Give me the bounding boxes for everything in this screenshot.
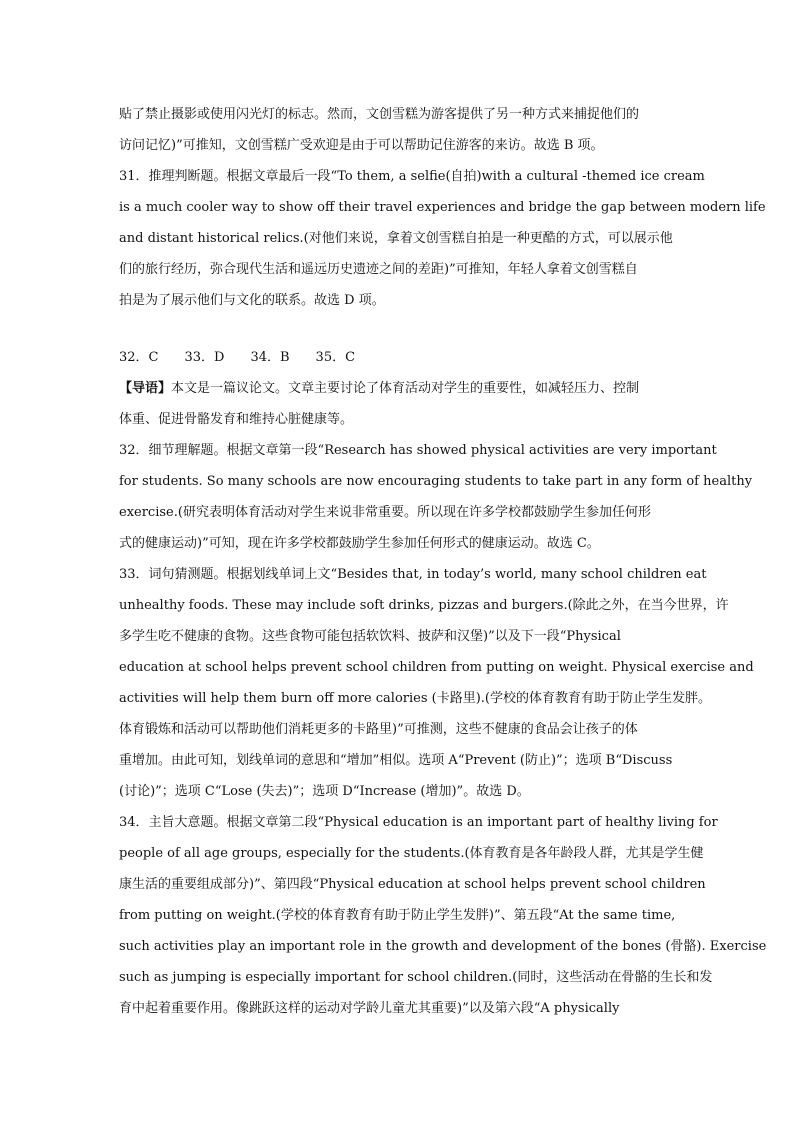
text-line: activities will help them burn off more calories (卡路里).(学校的体育教育有助于防止学生发胖。: [119, 691, 711, 706]
guide-line: [119, 373, 687, 404]
text-line: 贴了禁止摄影或使用闪光灯的标志。然而，文创雪糕为游客提供了另一种方式来捕捉他们的: [119, 107, 640, 122]
text-line: and distant historical relics.(对他们来说，拿着文创雪糕自拍是一种更酷的方式，可以展示他: [119, 231, 673, 246]
paragraph-gap: [119, 316, 687, 342]
text-line: unhealthy foods. These may include soft drinks, pizzas and burgers.(除此之外，在当今世界，许: [119, 598, 729, 613]
text-line: 33．词句猜测题。根据划线单词上文“Besides that, in today’s world, many school children eat: [119, 567, 707, 582]
text-line: for students. So many schools are now encouraging students to take part in any form of healthy: [119, 474, 753, 489]
text-line: 康生活的重要组成部分)”、第四段“Physical education at school helps prevent school children: [119, 877, 706, 892]
text-line: 们的旅行经历，弥合现代生活和遥远历史遗迹之间的差距)”可推知，年轻人拿着文创雪糕自: [119, 262, 638, 277]
text-line: 31．推理判断题。根据文章最后一段“To them, a selfie(自拍)with a cultural -themed ice cream: [119, 169, 705, 184]
text-line: 体重、促进骨骼发育和维持心脏健康等。: [119, 412, 354, 427]
text-line: such as jumping is especially important for school children.(同时，这些活动在骨骼的生长和发: [119, 970, 713, 985]
text-line: exercise.(研究表明体育活动对学生来说非常重要。所以现在许多学校都鼓励学生参加任何形: [119, 505, 651, 520]
text-line: 体育锻炼和活动可以帮助他们消耗更多的卡路里)”可推测，这些不健康的食品会让孩子的体: [119, 722, 638, 737]
text-line: such activities play an important role in the growth and development of the bones (骨骼). Exercise: [119, 939, 767, 954]
text-line: 重增加。由此可知，划线单词的意思和“增加”相似。选项 A“Prevent (防止)”；选项 B“Discuss: [119, 753, 673, 768]
text-line: 多学生吃不健康的食物。这些食物可能包括软饮料、披萨和汉堡)”以及下一段“Physical: [119, 629, 621, 644]
text-line: 式的健康运动)”可知，现在许多学校都鼓励学生参加任何形式的健康运动。故选 C。: [119, 536, 600, 551]
text-line: 访问记忆)”可推知，文创雪糕广受欢迎是由于可以帮助记住游客的来访。故选 B 项。: [119, 138, 604, 153]
text-line: (讨论)”；选项 C“Lose (失去)”；选项 D“Increase (增加)”。故选 D。: [119, 784, 530, 799]
text-line: 育中起着重要作用。像跳跃这样的运动对学龄儿童尤其重要)”以及第六段“A physically: [119, 1001, 620, 1016]
guide-label: 【导语】: [119, 381, 172, 396]
text-line: people of all age groups, especially for the students.(体育教育是各年龄段人群，尤其是学生健: [119, 846, 704, 861]
text-line: 32．细节理解题。根据文章第一段“Research has showed physical activities are very important: [119, 443, 717, 458]
text-line: from putting on weight.(学校的体育教育有助于防止学生发胖)”、第五段“At the same time,: [119, 908, 676, 923]
guide-text: 本文是一篇议论文。文章主要讨论了体育活动对学生的重要性，如减轻压力、控制: [171, 381, 640, 396]
answer-explanation-text: [119, 99, 767, 1024]
text-line: is a much cooler way to show off their travel experiences and bridge the gap between modern life: [119, 200, 766, 215]
text-line: 拍是为了展示他们与文化的联系。故选 D 项。: [119, 293, 385, 308]
text-line: education at school helps prevent school children from putting on weight. Physical exercise and: [119, 660, 754, 675]
text-line: 34．主旨大意题。根据文章第二段“Physical education is an important part of healthy living for: [119, 815, 718, 830]
answer-key-line: 32．C 33．D 34．B 35．C: [119, 350, 356, 365]
